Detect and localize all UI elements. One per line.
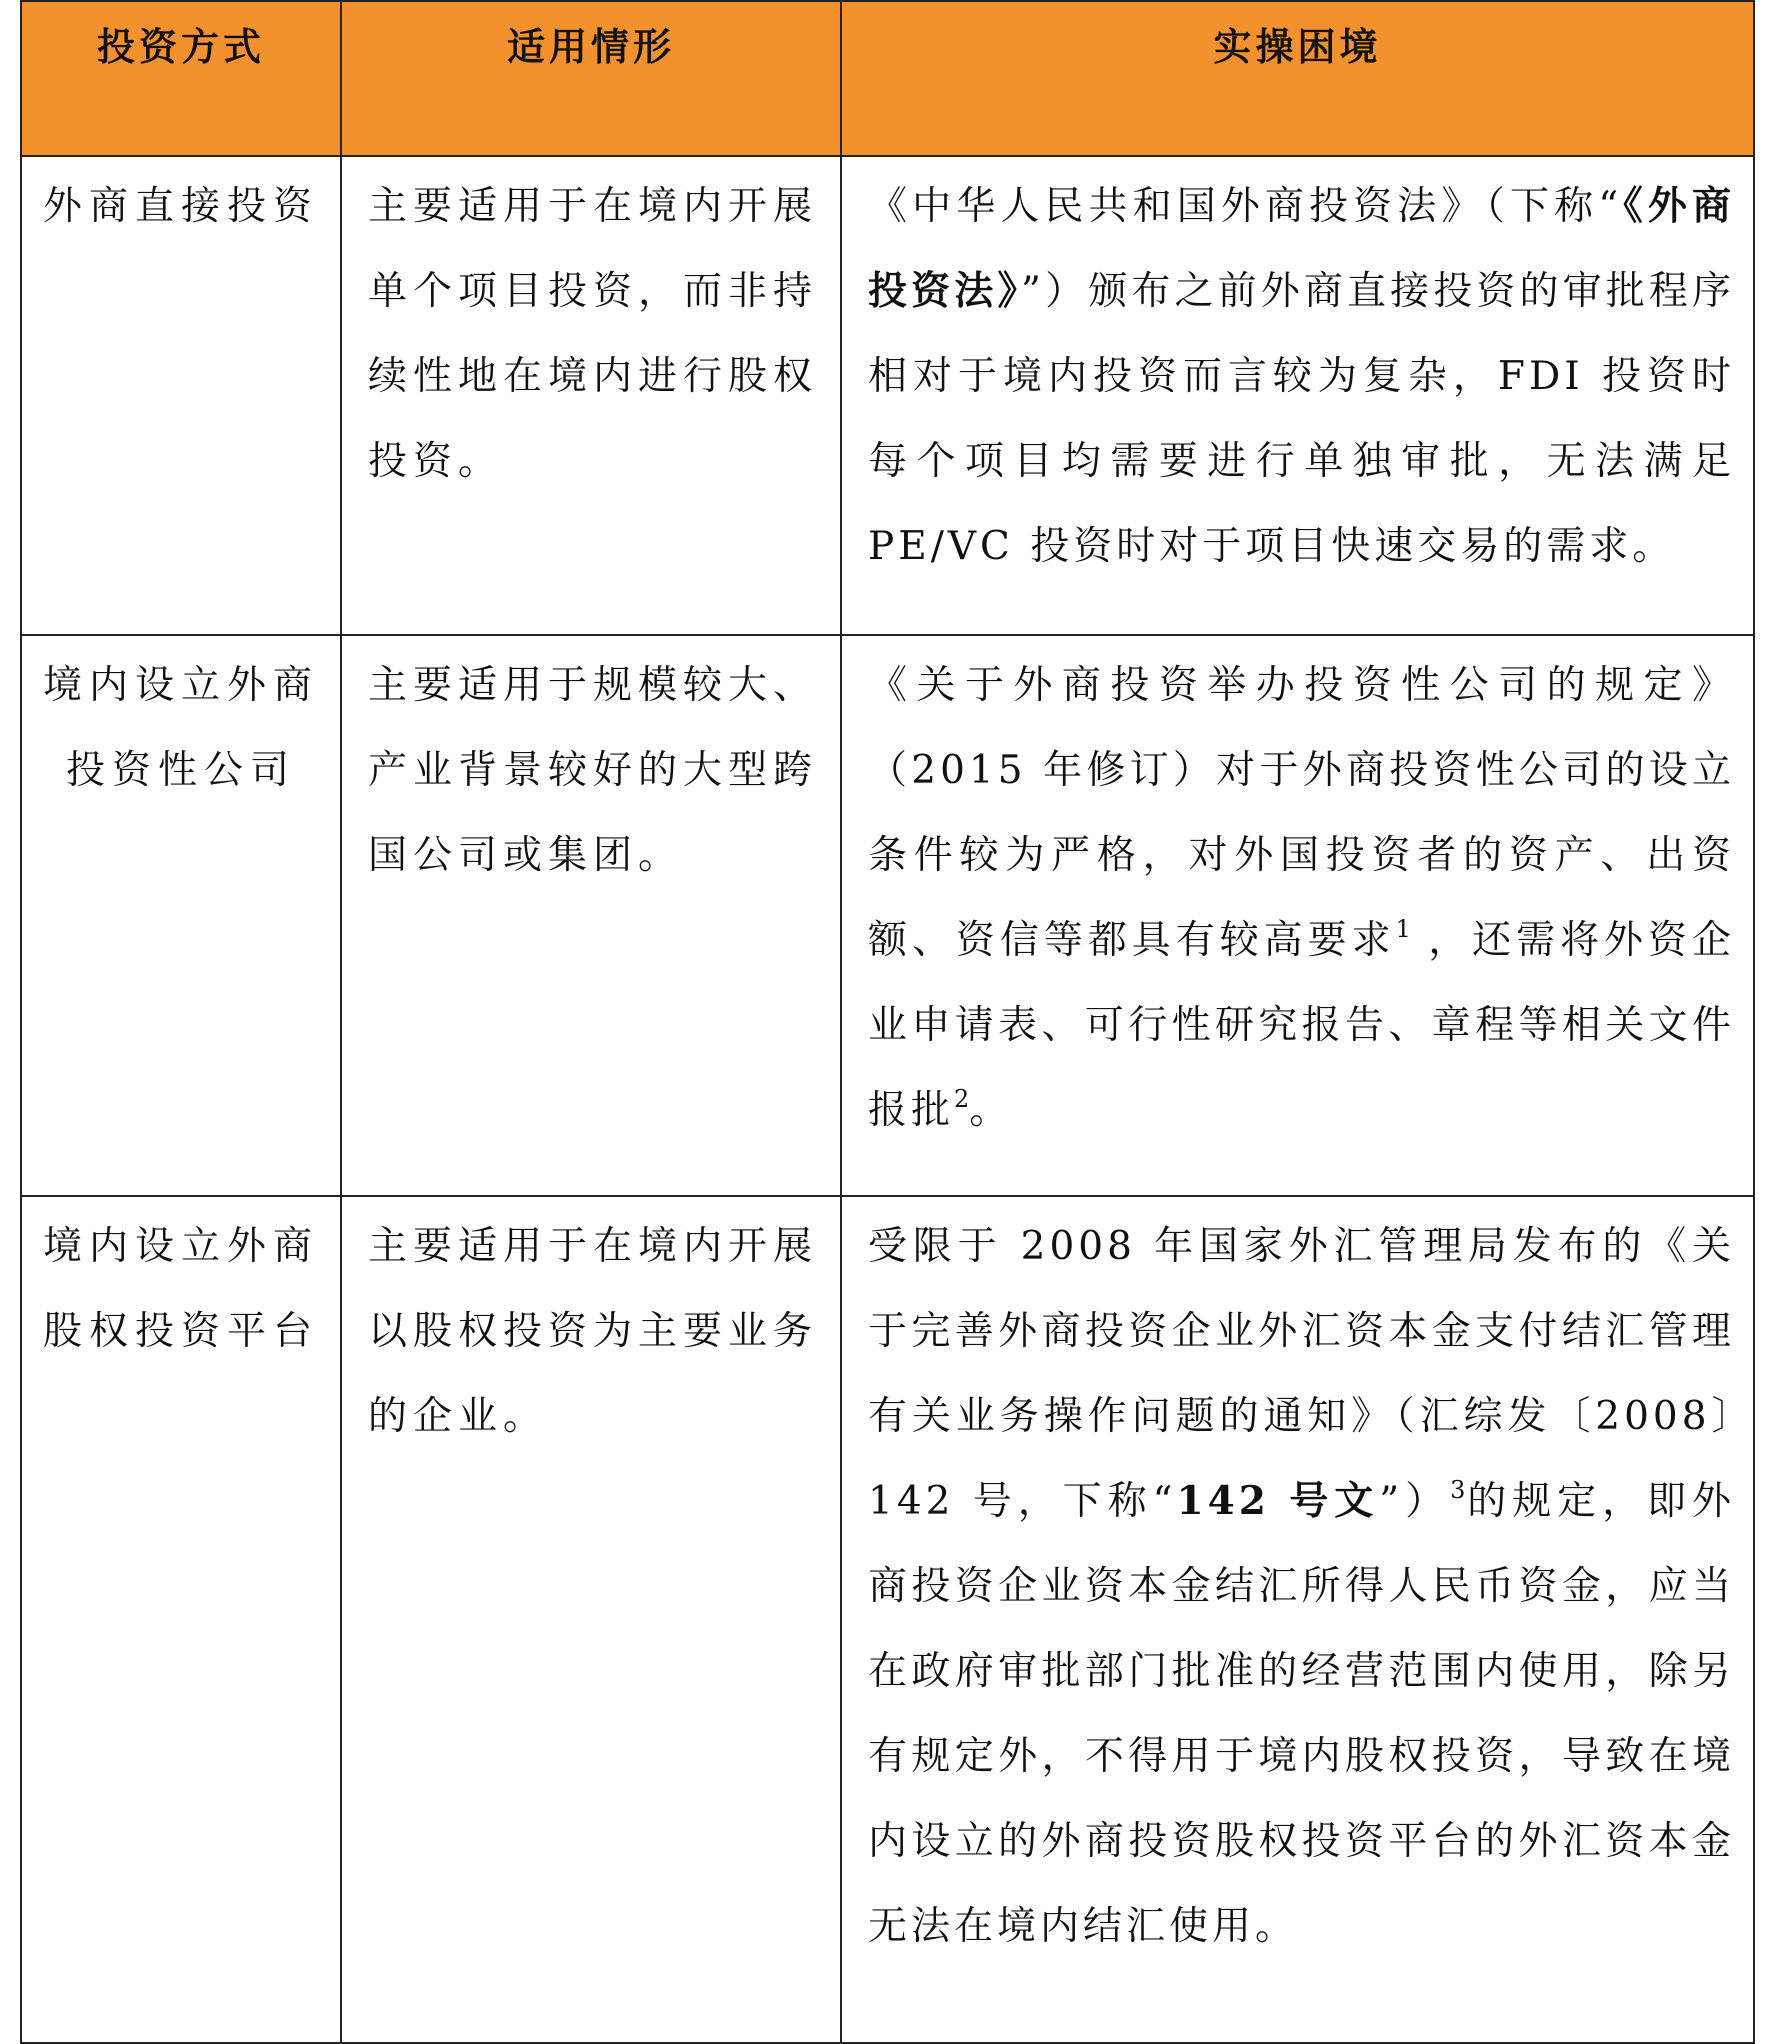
table-row bbox=[21, 156, 1754, 635]
cell-practical-difficulty bbox=[841, 635, 1754, 1196]
bold-term: 《外商投资法》 bbox=[868, 183, 1735, 314]
table-header-row bbox=[21, 1, 1754, 156]
text-segment: ”） bbox=[1379, 1479, 1451, 1524]
text-segment: 《关于外商投资举办投资性公司的规定》（2015 年修订）对于外商投资性公司的设立条件较为严格，对外国投资者的资产、出资额、资信等都具有较高要求 bbox=[868, 663, 1735, 963]
cell-investment-mode: 外商直接投资 bbox=[21, 156, 341, 635]
bold-term: 142 号文 bbox=[1176, 1478, 1380, 1524]
text-segment: 《中华人民共和国外商投资法》（下称“ bbox=[868, 184, 1623, 229]
text-segment: 受限于 2008 年国家外汇管理局发布的《关于完善外商投资企业外汇资本金支付结汇管理有关业务操作问题的通知》（汇综发〔2008〕142 号，下称“ bbox=[868, 1224, 1735, 1524]
header-investment-mode: 投资方式 bbox=[21, 1, 341, 156]
text-segment: ”）颁布之前外商直接投资的审批程序相对于境内投资而言较为复杂，FDI 投资时每个项目均需要进行单独审批，无法满足 PE/VC 投资时对于项目快速交易的需求。 bbox=[868, 269, 1735, 569]
cell-practical-difficulty bbox=[841, 156, 1754, 635]
cell-practical-difficulty bbox=[841, 1196, 1754, 2043]
text-segment: ，还需将外资企业申请表、可行性研究报告、章程等相关文件报批 bbox=[868, 918, 1735, 1133]
text-segment: 。 bbox=[969, 1088, 1013, 1133]
cell-applicable-scenario: 主要适用于在境内开展以股权投资为主要业务的企业。 bbox=[341, 1196, 841, 2043]
text-segment: 的规定，即外商投资企业资本金结汇所得人民币资金，应当在政府审批部门批准的经营范围内使用，除另有规定外，不得用于境内股权投资，导致在境内设立的外商投资股权投资平台的外汇资本金无法在境内结汇使用。 bbox=[868, 1479, 1735, 1949]
cell-applicable-scenario: 主要适用于在境内开展单个项目投资，而非持续性地在境内进行股权投资。 bbox=[341, 156, 841, 635]
header-practical-difficulty: 实操困境 bbox=[841, 1, 1754, 156]
investment-comparison-table bbox=[20, 0, 1755, 2044]
table-row bbox=[21, 1196, 1754, 2043]
cell-investment-mode: 境内设立外商股权投资平台 bbox=[21, 1196, 341, 2043]
table-row bbox=[21, 635, 1754, 1196]
footnote-marker: 1 bbox=[1395, 915, 1411, 943]
footnote-marker: 2 bbox=[954, 1085, 970, 1113]
header-applicable-scenario: 适用情形 bbox=[341, 1, 841, 156]
footnote-marker: 3 bbox=[1450, 1476, 1466, 1504]
cell-applicable-scenario: 主要适用于规模较大、产业背景较好的大型跨国公司或集团。 bbox=[341, 635, 841, 1196]
cell-investment-mode: 境内设立外商投资性公司 bbox=[21, 635, 341, 1196]
